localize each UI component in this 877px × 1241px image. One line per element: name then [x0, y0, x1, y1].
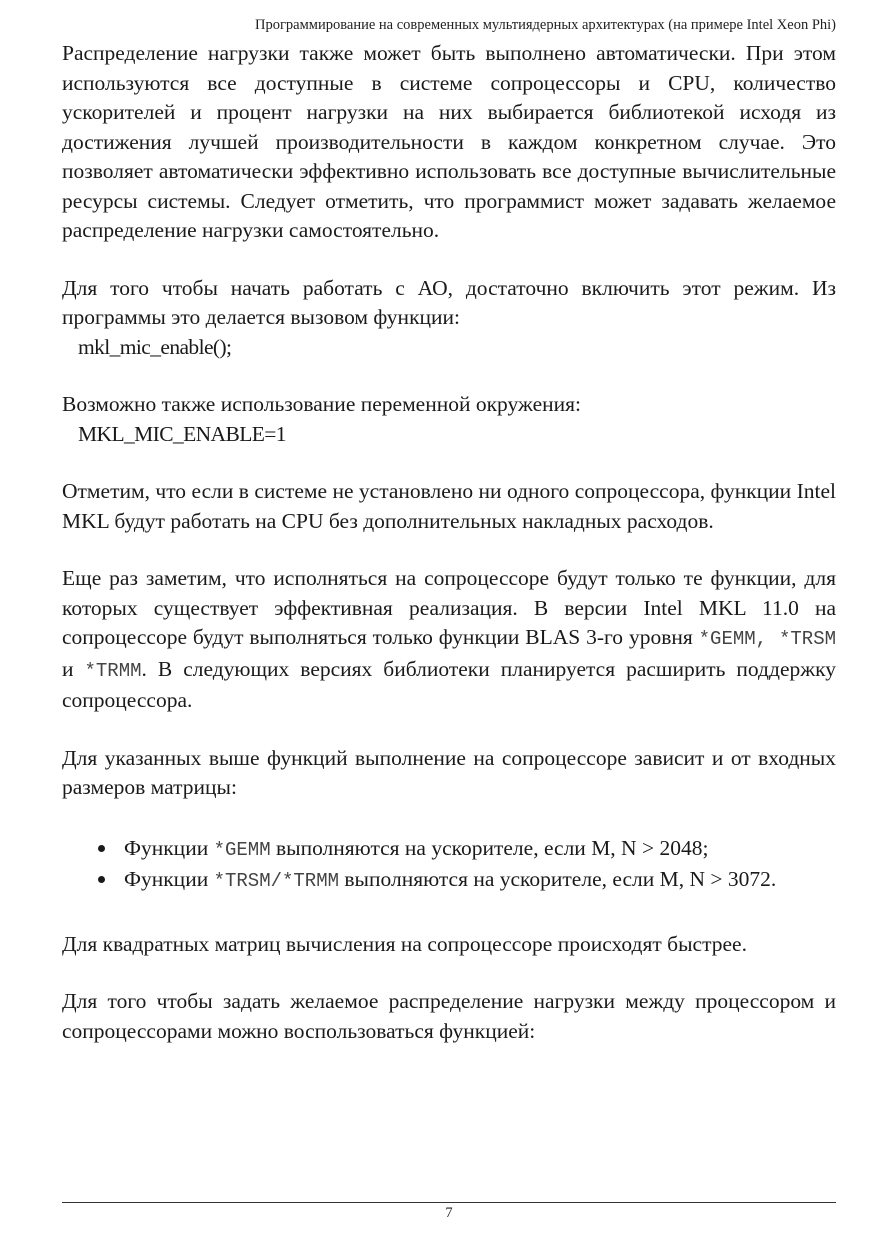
list-item-text: Функции — [124, 867, 214, 891]
inline-code: *GEMM, *TRSM — [698, 628, 837, 650]
running-header: Программирование на современных мультиядерных архитектурах (на примере Intel Xeon Phi) — [255, 17, 836, 33]
list-item-text: Функции — [124, 835, 214, 860]
code-env-variable: MKL_MIC_ENABLE=1 — [78, 421, 286, 446]
bullet-list — [62, 834, 836, 897]
paragraph-text: Еще раз заметим, что исполняться на сопроцессоре будут только те функции, для которых существует эффективная реализация. В версии Intel MKL 11.0 на сопроцессоре будут выполняться только функции BLAS 3-го уровня — [62, 566, 836, 649]
paragraph-load-distribution: Для того чтобы задать желаемое распределение нагрузки между процессором и сопроцессорами можно воспользоваться функцией: — [62, 989, 836, 1043]
inline-code: *GEMM — [213, 838, 271, 861]
bullet-icon — [98, 876, 105, 883]
code-mkl-mic-enable: mkl_mic_enable(); — [78, 334, 232, 359]
footer-divider — [62, 1202, 836, 1203]
inline-code: *TRMM — [84, 659, 142, 682]
paragraph-text: и — [62, 656, 85, 681]
paragraph-supported-functions — [62, 564, 836, 716]
list-item-text: выполняются на ускорителе, если M, N > 3072. — [339, 867, 777, 891]
list-item-text: выполняются на ускорителе, если M, N > 2048; — [270, 835, 709, 860]
page-body — [62, 39, 836, 1046]
bullet-icon — [98, 845, 105, 852]
paragraph-text: . В следующих версиях библиотеки планируется расширить поддержку сопроцессора. — [62, 656, 836, 712]
paragraph-env-variable: Возможно также использование переменной окружения: — [62, 392, 581, 416]
paragraph-auto-offload: Распределение нагрузки также может быть выполнено автоматически. При этом используются все доступные в системе сопроцессоры и CPU, количество ускорителей и процент нагрузки на них выбирается библиотекой исходя из достижения лучшей производительности в каждом конкретном случае. Это позволяет автоматически эффективно использовать все доступные вычислительные ресурсы системы. Следует отметить, что программист может задавать желаемое распределение нагрузки самостоятельно. — [62, 41, 836, 242]
list-item — [62, 834, 836, 866]
list-item — [62, 865, 836, 897]
inline-code: *TRSM/*TRMM — [213, 870, 340, 892]
paragraph-no-coprocessor: Отметим, что если в системе не установлено ни одного сопроцессора, функции Intel MKL будут работать на CPU без дополнительных накладных расходов. — [62, 479, 836, 533]
paragraph-matrix-sizes: Для указанных выше функций выполнение на сопроцессоре зависит и от входных размеров матрицы: — [62, 745, 836, 799]
paragraph-enable-ao: Для того чтобы начать работать с АО, достаточно включить этот режим. Из программы это делается вызовом функции: — [62, 275, 836, 329]
paragraph-square-matrices: Для квадратных матриц вычисления на сопроцессоре происходят быстрее. — [62, 931, 747, 956]
page-number: 7 — [445, 1205, 453, 1221]
